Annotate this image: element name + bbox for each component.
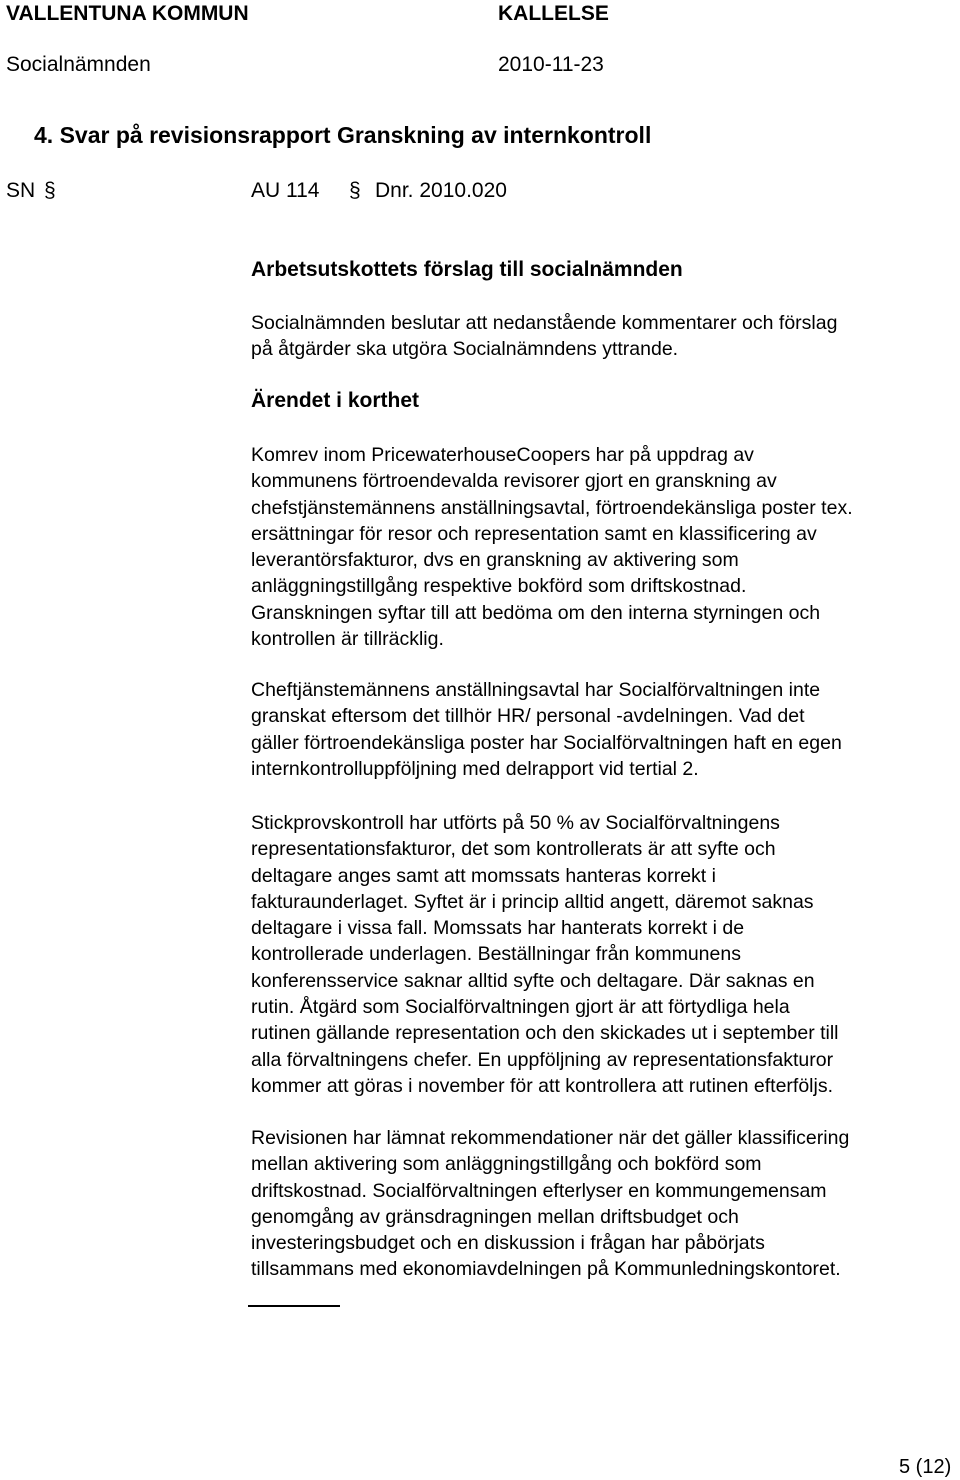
summary-paragraph-1 bbox=[251, 442, 951, 652]
text-line: tillsammans med ekonomiavdelningen på Kommunledningskontoret. bbox=[251, 1258, 841, 1281]
text-line: kontrollen är tillräcklig. bbox=[251, 628, 444, 651]
text-line: kommunens förtroendevalda revisorer gjort en granskning av bbox=[251, 470, 777, 493]
end-separator-rule bbox=[248, 1305, 340, 1307]
document-date: 2010-11-23 bbox=[498, 53, 604, 76]
summary-paragraph-4 bbox=[251, 1125, 951, 1283]
text-line: leverantörsfakturor, dvs en granskning av aktivering som bbox=[251, 549, 739, 572]
page-number: 5 (12) bbox=[899, 1456, 952, 1478]
item-title: 4. Svar på revisionsrapport Granskning av internkontroll bbox=[34, 122, 652, 148]
text-line: Komrev inom PricewaterhouseCoopers har på uppdrag av bbox=[251, 444, 754, 466]
proposal-text bbox=[251, 310, 951, 363]
text-line: deltagare i vissa fall. Momssats har hanterats korrekt i de bbox=[251, 917, 745, 940]
au-reference: AU 114 bbox=[251, 179, 320, 202]
text-line: kommer att göras i november för att kontrollera att rutinen efterföljs. bbox=[251, 1074, 834, 1097]
text-line: mellan aktivering som anläggningstillgång och bokförd som bbox=[251, 1153, 762, 1176]
text-line: fakturaunderlaget. Syftet är i princip alltid angett, däremot saknas bbox=[251, 890, 814, 913]
section-sign-sn: § bbox=[44, 179, 56, 202]
text-line: på åtgärder ska utgöra Socialnämndens yttrande. bbox=[251, 338, 679, 361]
committee-name: Socialnämnden bbox=[6, 53, 151, 76]
text-line: Stickprovskontroll har utförts på 50 % av Socialförvaltningens bbox=[251, 812, 780, 834]
text-line: kontrollerade underlagen. Beställningar från kommunens bbox=[251, 943, 741, 966]
text-line: anläggningstillgång respektive bokförd som driftskostnad. bbox=[251, 575, 747, 598]
text-line: driftskostnad. Socialförvaltningen efterlyser en kommungemensam bbox=[251, 1179, 827, 1202]
diary-number: Dnr. 2010.020 bbox=[375, 179, 507, 202]
summary-heading: Ärendet i korthet bbox=[251, 389, 420, 412]
text-line: genomgång av gränsdragningen mellan driftsbudget och bbox=[251, 1205, 739, 1228]
text-line: internkontrolluppföljning med delrapport vid tertial 2. bbox=[251, 757, 699, 780]
text-line: investeringsbudget och en diskussion i frågan har påbörjats bbox=[251, 1232, 765, 1255]
section-sign-au: § bbox=[349, 179, 361, 202]
sn-label: SN bbox=[6, 179, 36, 202]
text-line: rutin. Åtgärd som Socialförvaltningen gjort är att förtydliga hela bbox=[251, 996, 790, 1019]
summary-paragraph-2 bbox=[251, 677, 951, 782]
text-line: rutinen gällande representation och den skickades ut i september till bbox=[251, 1022, 839, 1045]
text-line: representationsfakturor, det som kontrollerats är att syfte och bbox=[251, 838, 776, 861]
text-line: Cheftjänstemännens anställningsavtal har Socialförvaltningen inte bbox=[251, 679, 821, 701]
text-line: alla förvaltningens chefer. En uppföljning av representationsfakturor bbox=[251, 1048, 834, 1071]
text-line: Granskningen syftar till att bedöma om den interna styrningen och bbox=[251, 601, 821, 624]
summary-paragraph-3 bbox=[251, 810, 951, 1099]
text-line: granskat eftersom det tillhör HR/ personal -avdelningen. Vad det bbox=[251, 705, 805, 728]
text-line: deltagare anges samt att momssats hanteras korrekt i bbox=[251, 864, 716, 887]
text-line: Revisionen har lämnat rekommendationer när det gäller klassificering bbox=[251, 1127, 850, 1149]
text-line: ersättningar för resor och representation samt en klassificering av bbox=[251, 522, 817, 545]
organization-name: VALLENTUNA KOMMUN bbox=[6, 2, 249, 25]
text-line: gäller förtroendekänsliga poster har Socialförvaltningen haft en egen bbox=[251, 731, 842, 754]
proposal-heading: Arbetsutskottets förslag till socialnämnden bbox=[251, 258, 683, 281]
text-line: Socialnämnden beslutar att nedanstående kommentarer och förslag bbox=[251, 312, 838, 334]
text-line: chefstjänstemännens anställningsavtal, förtroendekänsliga poster tex. bbox=[251, 496, 853, 519]
document-type: KALLELSE bbox=[498, 2, 609, 25]
text-line: konferensservice saknar alltid syfte och deltagare. Där saknas en bbox=[251, 969, 815, 992]
